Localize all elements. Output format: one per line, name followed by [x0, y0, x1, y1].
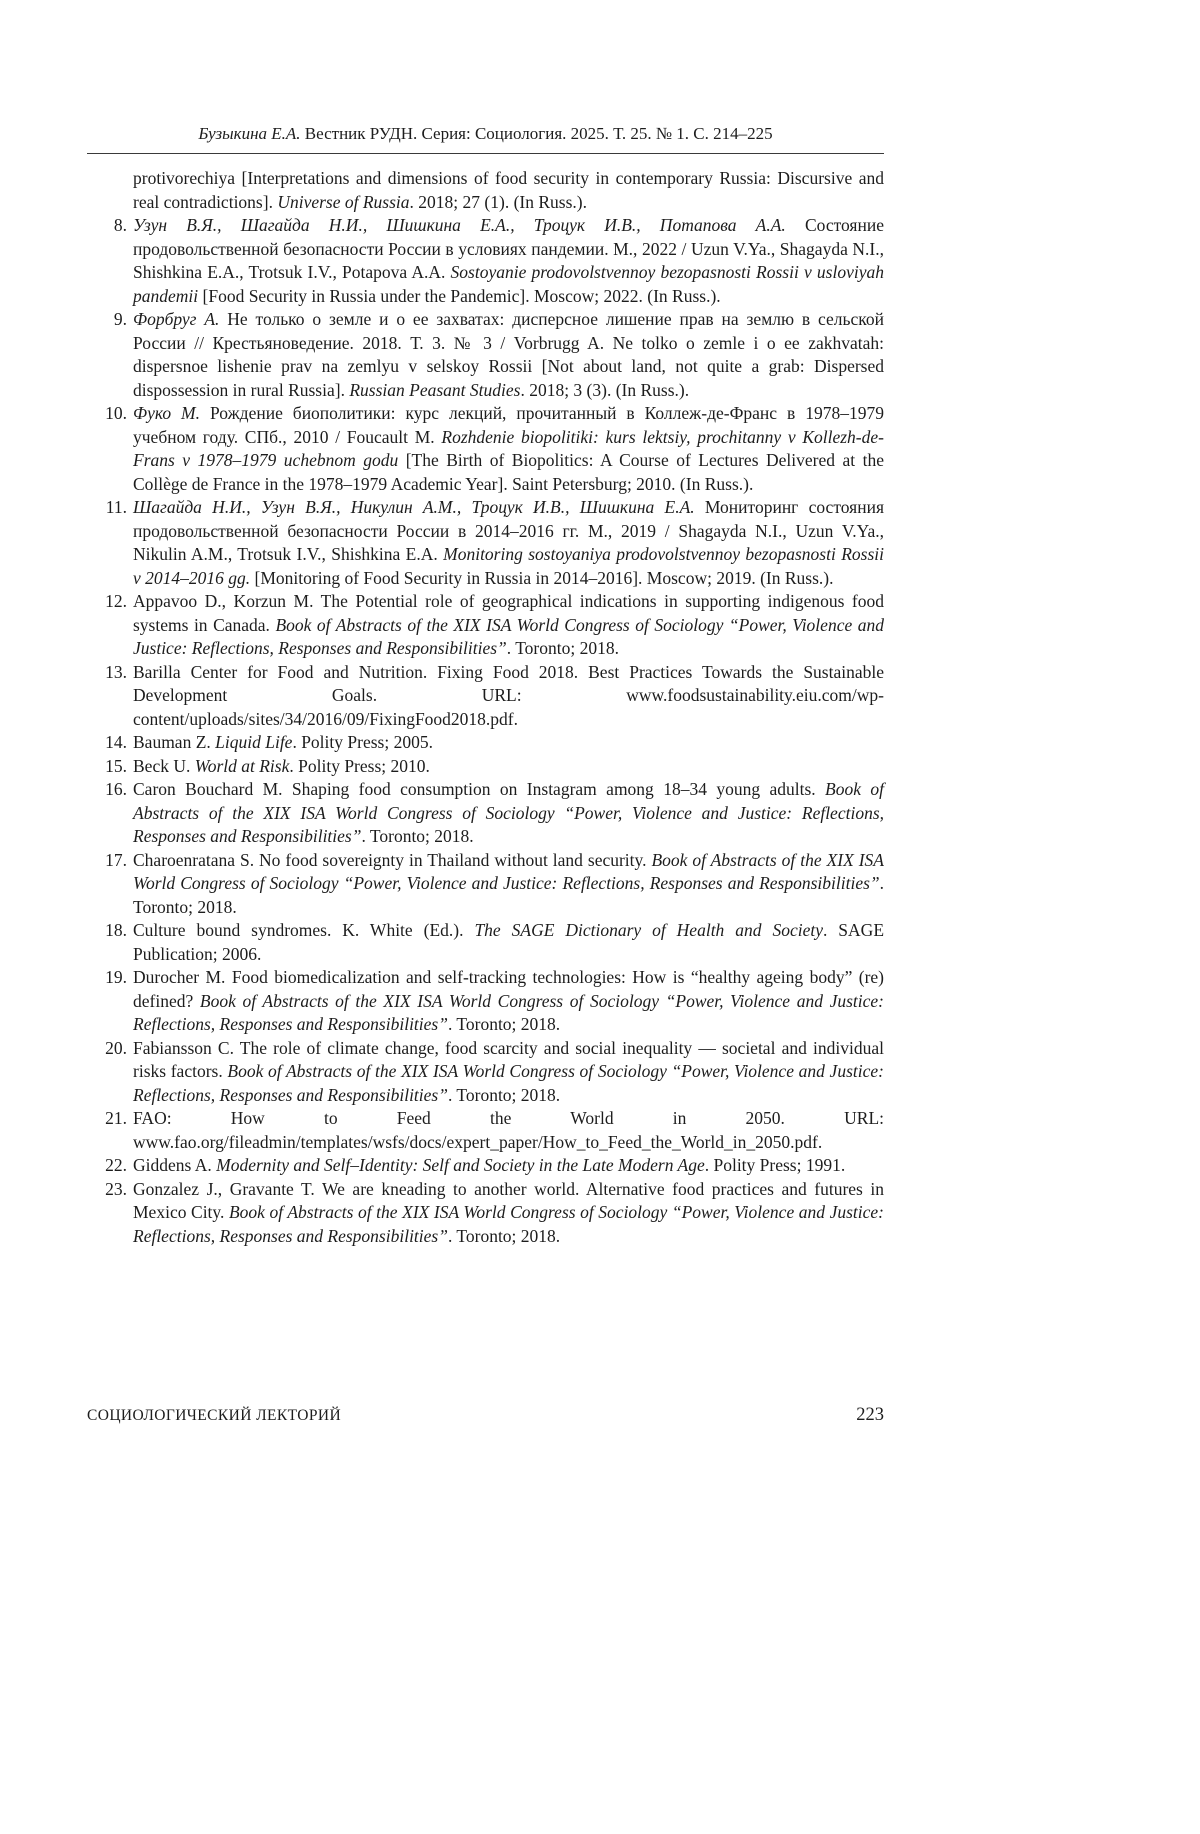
reference-segment: . Toronto; 2018.	[361, 826, 474, 846]
reference-segment: Appavoo D., Korzun M. The Potential role of geographical indications in supporting indigenous food systems in Canada.	[133, 591, 884, 635]
reference-item	[87, 402, 884, 496]
reference-segment: . Toronto; 2018.	[447, 1225, 561, 1246]
reference-number: 13.	[105, 661, 127, 682]
reference-text	[133, 497, 884, 588]
reference-segment: Fabiansson C. The role of climate change, food scarcity and social inequality — societal and individual risks factors.	[133, 1037, 884, 1081]
reference-item	[87, 755, 884, 779]
reference-segment-italic: Book of Abstracts of the XIX ISA World Congress of Sociology “Power, Violence and Justice: Reflections, Responses and Responsibilities”	[133, 614, 884, 658]
reference-segment-italic: Monitoring sostoyaniya prodovolstvennoy bezopasnosti Rossii v 2014–2016 gg.	[133, 544, 884, 588]
reference-segment-italic: The SAGE Dictionary of Health and Society	[474, 920, 823, 940]
page-content	[87, 0, 884, 1248]
reference-item	[87, 919, 884, 966]
reference-item	[87, 496, 884, 590]
reference-text	[133, 732, 433, 752]
running-head	[87, 123, 884, 145]
reference-segment: Caron Bouchard M. Shaping food consumption on Instagram among 18–34 young adults.	[133, 779, 826, 799]
reference-segment: [The Birth of Biopolitics: A Course of Lectures Delivered at the Collège de France in the 1978–1979 Academic Year]. Saint Petersburg; 2010. (In Russ.).	[133, 450, 884, 494]
reference-item	[87, 214, 884, 308]
reference-segment-italic: Шагайда Н.И., Узун В.Я., Никулин А.М., Троцук И.В., Шишкина Е.А.	[133, 497, 695, 517]
reference-item	[87, 1154, 884, 1178]
reference-segment-italic: Sostoyanie prodovolstvennoy bezopasnosti Rossii v usloviyah pandemii	[133, 262, 884, 306]
reference-segment: . SAGE Publication; 2006.	[133, 920, 885, 964]
reference-segment: . Polity Press; 2010.	[289, 755, 430, 776]
running-head-author: Бузыкина Е.А.	[198, 124, 301, 143]
reference-text	[133, 662, 884, 729]
reference-segment: . 2018; 27 (1). (In Russ.).	[409, 191, 587, 212]
reference-number: 17.	[105, 849, 127, 870]
reference-number: 9.	[113, 309, 127, 329]
reference-item	[87, 966, 884, 1037]
reference-segment: [Monitoring of Food Security in Russia in 2014–2016]. Moscow; 2019. (In Russ.).	[250, 567, 834, 588]
reference-number: 8.	[113, 215, 127, 235]
reference-number: 14.	[105, 732, 127, 752]
reference-segment: . Polity Press; 1991.	[704, 1155, 846, 1175]
reference-segment-italic: Book of Abstracts of the XIX ISA World Congress of Sociology “Power, Violence and Justice: Reflections, Responses and Responsibilities”	[133, 990, 884, 1034]
reference-text	[133, 215, 884, 306]
reference-number: 10.	[105, 403, 127, 423]
reference-number: 15.	[105, 755, 127, 776]
reference-segment: Bauman Z.	[133, 732, 216, 752]
references-list	[87, 167, 884, 1248]
reference-segment: Charoenratana S. No food sovereignty in Thailand without land security.	[133, 849, 652, 870]
reference-text	[133, 850, 884, 917]
reference-segment-italic: Liquid Life	[215, 732, 293, 752]
reference-segment: Beck U.	[133, 755, 195, 776]
reference-number: 11.	[105, 497, 127, 517]
reference-number: 19.	[105, 967, 127, 987]
reference-text	[133, 591, 884, 658]
reference-segment-italic: Rozhdenie biopolitiki: kurs lektsiy, prochitanny v Kollezh-de-Frans v 1978–1979 uchebnom godu	[133, 426, 884, 470]
reference-number: 16.	[105, 779, 127, 799]
reference-segment-italic: Форбруг А.	[133, 309, 220, 329]
reference-segment: Рождение биополитики: курс лекций, прочитанный в Коллеж-де-Франс в 1978–1979 учебном году. СПб., 2010 / Foucault M.	[133, 403, 884, 447]
reference-segment: Не только о земле и о ее захватах: дисперсное лишение прав на землю в сельской России // Крестьяноведение. 2018. Т. 3. № 3 / Vorbrugg A. Ne tolko o zemle i o ee zakhvatah: dispersnoe lishenie prav na zemlyu v selskoy Rossii [Not about land, not quite a grab: Dispersed dispossession in rural Russia].	[133, 309, 884, 400]
reference-segment: . Toronto; 2018.	[447, 1084, 561, 1105]
reference-number: 21.	[105, 1108, 127, 1128]
reference-segment: . Toronto; 2018.	[133, 873, 884, 917]
reference-text	[133, 779, 884, 846]
reference-segment: FAO: How to Feed the World in 2050. URL: www.fao.org/fileadmin/templates/wsfs/docs/expert_paper/How_to_Feed_the_World_in_2050.pdf.	[133, 1108, 884, 1152]
reference-text	[133, 756, 430, 776]
reference-segment-italic: Book of Abstracts of the XIX ISA World Congress of Sociology “Power, Violence and Justice: Reflections, Responses and Responsibilities”	[133, 779, 884, 846]
reference-item	[87, 1107, 884, 1154]
header-rule	[87, 153, 884, 154]
reference-segment-italic: World at Risk	[194, 755, 290, 776]
reference-segment: . Polity Press; 2005.	[292, 732, 433, 752]
reference-segment-italic: Modernity and Self–Identity: Self and Society in the Late Modern Age	[216, 1155, 705, 1175]
reference-segment-italic: Фуко М.	[133, 403, 201, 423]
reference-number: 20.	[105, 1037, 127, 1058]
reference-segment: . Toronto; 2018.	[506, 638, 619, 658]
reference-segment-italic: Book of Abstracts of the XIX ISA World Congress of Sociology “Power, Violence and Justice: Reflections, Responses and Responsibilities”	[133, 849, 884, 893]
reference-segment: Состояние продовольственной безопасности России в условиях пандемии. М., 2022 / Uzun V.Ya., Shagayda N.I., Shishkina E.A., Trotsuk I.V., Potapova A.A.	[133, 215, 884, 282]
reference-text	[133, 1038, 884, 1105]
reference-segment: Мониторинг состояния продовольственной безопасности России в 2014–2016 гг. М., 2019 / Shagayda N.I., Uzun V.Ya., Nikulin A.M., Trotsuk I.V., Shishkina E.A.	[133, 497, 884, 564]
reference-segment: Culture bound syndromes. K. White (Ed.).	[133, 920, 475, 940]
reference-item	[87, 849, 884, 920]
reference-segment: . Toronto; 2018.	[447, 1014, 561, 1034]
reference-segment: Barilla Center for Food and Nutrition. Fixing Food 2018. Best Practices Towards the Sustainable Development Goals. URL: www.foodsustainability.eiu.com/wp-content/uploads/sites/34/2016/09/FixingFood2018.pdf.	[133, 661, 884, 729]
reference-number: 22.	[105, 1155, 127, 1175]
reference-item	[87, 1037, 884, 1108]
reference-text	[133, 309, 884, 400]
reference-segment: Gonzalez J., Gravante T. We are kneading to another world. Alternative food practices and futures in Mexico City.	[133, 1178, 884, 1222]
running-head-citation: Вестник РУДН. Серия: Социология. 2025. Т. 25. № 1. С. 214–225	[304, 124, 773, 143]
reference-segment: Durocher M. Food biomedicalization and self-tracking technologies: How is “healthy ageing body” (re) defined?	[133, 967, 884, 1011]
reference-segment: . 2018; 3 (3). (In Russ.).	[520, 379, 690, 400]
reference-segment-italic: Узун В.Я., Шагайда Н.И., Шишкина Е.А., Троцук И.В., Потапова А.А.	[133, 215, 786, 235]
reference-text	[133, 168, 884, 212]
reference-text	[133, 1155, 845, 1175]
reference-segment: protivorechiya [Interpretations and dimensions of food security in contemporary Russia: Discursive and real contradictions].	[133, 168, 884, 212]
reference-item	[87, 590, 884, 661]
reference-item	[87, 167, 884, 214]
reference-text	[133, 967, 884, 1034]
reference-text	[133, 920, 884, 964]
reference-text	[133, 1108, 884, 1152]
reference-segment-italic: Universe of Russia	[277, 191, 410, 212]
reference-text	[133, 403, 884, 494]
reference-segment-italic: Russian Peasant Studies	[349, 379, 521, 400]
reference-segment: Giddens A.	[133, 1155, 217, 1175]
reference-number: 12.	[105, 591, 127, 611]
reference-segment: [Food Security in Russia under the Pandemic]. Moscow; 2022. (In Russ.).	[198, 285, 721, 306]
reference-item	[87, 308, 884, 402]
reference-number: 23.	[105, 1178, 127, 1199]
reference-item	[87, 778, 884, 849]
reference-item	[87, 661, 884, 732]
section-title: СОЦИОЛОГИЧЕСКИЙ ЛЕКТОРИЙ	[87, 1407, 342, 1424]
page-number: 223	[856, 1405, 884, 1425]
page-footer	[87, 1405, 884, 1426]
reference-item	[87, 731, 884, 755]
reference-item	[87, 1178, 884, 1249]
reference-segment-italic: Book of Abstracts of the XIX ISA World Congress of Sociology “Power, Violence and Justice: Reflections, Responses and Responsibilities”	[133, 1061, 884, 1105]
reference-number: 18.	[105, 920, 127, 940]
reference-segment-italic: Book of Abstracts of the XIX ISA World Congress of Sociology “Power, Violence and Justice: Reflections, Responses and Responsibilities”	[133, 1202, 884, 1246]
reference-text	[133, 1179, 884, 1246]
